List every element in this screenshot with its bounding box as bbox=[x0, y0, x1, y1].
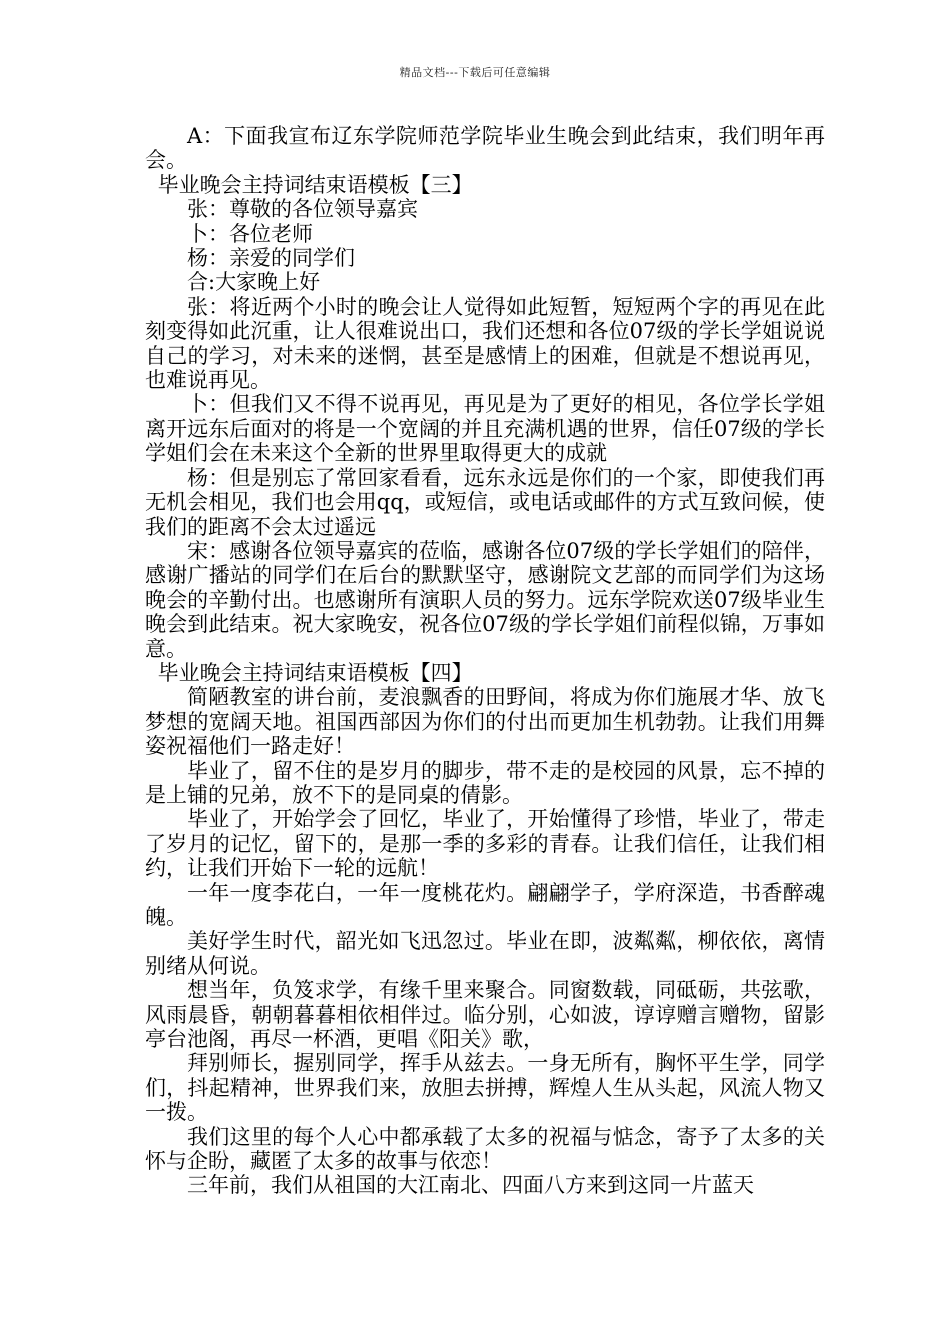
paragraph: 张：将近两个小时的晚会让人觉得如此短暂，短短两个字的再见在此刻变得如此沉重，让人很难说出口，我们还想和各位07级的学长学姐说说自己的学习，对未来的迷惘，甚至是感情上的困难，但就是不想说再见，也难说再见。 bbox=[145, 294, 825, 393]
paragraph: 张：尊敬的各位领导嘉宾 bbox=[187, 197, 418, 222]
paragraph: 合:大家晚上好 bbox=[187, 270, 321, 295]
paragraph: 美好学生时代，韶光如飞迅忽过。毕业在即，波粼粼，柳依依，离情别绪从何说。 bbox=[145, 929, 825, 978]
paragraph: 毕业了，开始学会了回忆，毕业了，开始懂得了珍惜，毕业了，带走了岁月的记忆，留下的，是那一季的多彩的青春。让我们信任，让我们相约，让我们开始下一轮的远航！ bbox=[145, 807, 825, 881]
paragraph: 卜：但我们又不得不说再见，再见是为了更好的相见，各位学长学姐离开远东后面对的将是一个宽阔的并且充满机遇的世界，信任07级的学长学姐们会在未来这个全新的世界里取得更大的成就 bbox=[145, 392, 825, 466]
paragraph: 我们这里的每个人心中都承载了太多的祝福与惦念，寄予了太多的关怀与企盼，藏匿了太多的故事与依恋！ bbox=[145, 1124, 825, 1174]
paragraph: 宋：感谢各位领导嘉宾的莅临，感谢各位07级的学长学姐们的陪伴，感谢广播站的同学们在后台的默默坚守，感谢院文艺部的而同学们为这场晚会的辛勤付出。也感谢所有演职人员的努力。远东学院欢送07级毕业生晚会到此结束。祝大家晚安，祝各位07级的学长学姐们前程似锦，万事如意。 bbox=[145, 538, 825, 661]
paragraph: 杨：但是别忘了常回家看看，远东永远是你们的一个家，即使我们再无机会相见，我们也会用qq，或短信，或电话或邮件的方式互致问候，使我们的距离不会太过遥远 bbox=[145, 465, 825, 539]
paragraph: 杨：亲爱的同学们 bbox=[187, 246, 355, 271]
section-heading: 毕业晚会主持词结束语模板【三】 bbox=[157, 172, 473, 197]
paragraph: 一年一度李花白，一年一度桃花灼。翩翩学子，学府深造，书香醉魂魄。 bbox=[145, 880, 825, 929]
paragraph: 卜：各位老师 bbox=[187, 221, 313, 246]
paragraph: 拜别师长，握别同学，挥手从兹去。一身无所有，胸怀平生学，同学们，抖起精神，世界我们来，放胆去拼搏，辉煌人生从头起，风流人物又一拨。 bbox=[145, 1051, 825, 1125]
section-heading: 毕业晚会主持词结束语模板【四】 bbox=[157, 660, 473, 685]
paragraph: 毕业了，留不住的是岁月的脚步，带不走的是校园的风景，忘不掉的是上铺的兄弟，放不下的是同桌的倩影。 bbox=[145, 758, 825, 807]
paragraph: 想当年，负笈求学，有缘千里来聚合。同窗数载，同砥砺，共弦歌，风雨晨昏，朝朝暮暮相依相伴过。临分别，心如波，谆谆赠言赠物，留影亭台池阁，再尽一杯酒，更唱《阳关》歌， bbox=[145, 978, 825, 1052]
paragraph: A：下面我宣布辽东学院师范学院毕业生晚会到此结束，我们明年再会。 bbox=[145, 124, 825, 173]
page-header: 精品文档---下载后可任意编辑 bbox=[399, 66, 551, 79]
paragraph: 三年前，我们从祖国的大江南北、四面八方来到这同一片蓝天 bbox=[187, 1173, 754, 1198]
paragraph: 简陋教室的讲台前，麦浪飘香的田野间，将成为你们施展才华、放飞梦想的宽阔天地。祖国西部因为你们的付出而更加生机勃勃。让我们用舞姿祝福他们一路走好！ bbox=[145, 685, 825, 759]
document-body bbox=[145, 124, 825, 1198]
